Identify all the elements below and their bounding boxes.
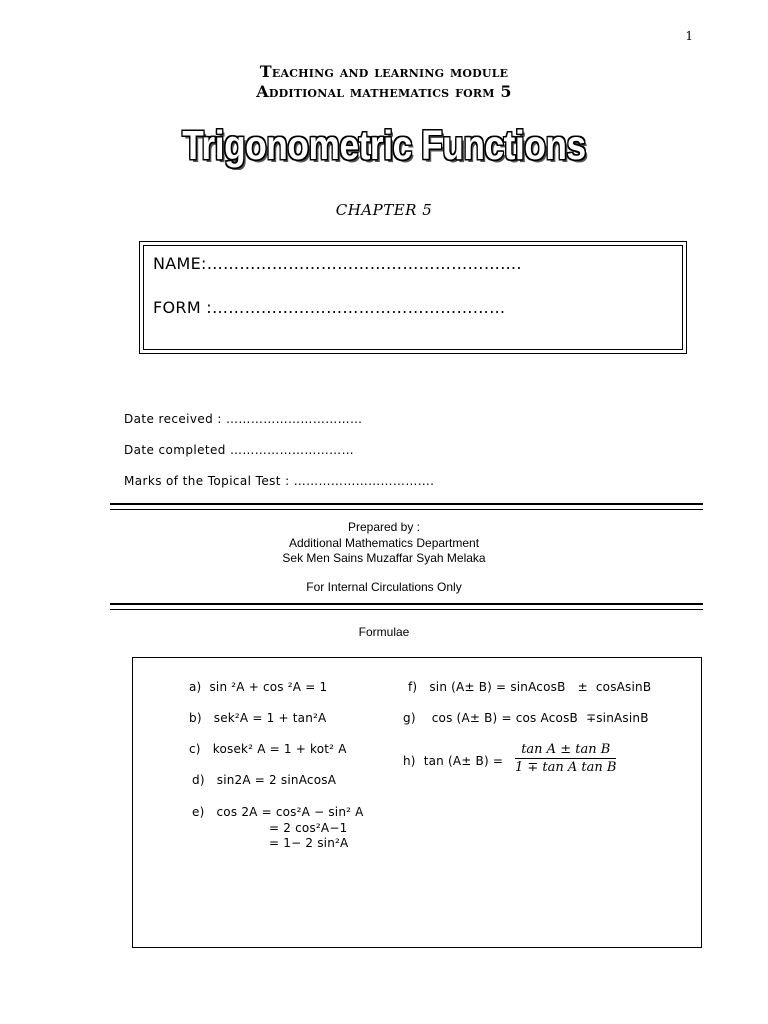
- formula-h-numerator: tan A ± tan B: [515, 742, 616, 759]
- formula-h-prefix: h) tan (A± B) =: [403, 754, 504, 768]
- marks-field[interactable]: Marks of the Topical Test : …………………………….: [124, 474, 435, 488]
- date-completed-field[interactable]: Date completed …………………………: [124, 443, 354, 457]
- divider-top-thin: [110, 509, 703, 510]
- school-name: Sek Men Sains Muzaffar Syah Melaka: [282, 551, 486, 565]
- formula-e-line3: = 1− 2 sin²A: [269, 836, 349, 850]
- formula-e-line2: = 2 cos²A−1: [269, 821, 348, 835]
- divider-bottom-thick: [110, 603, 703, 605]
- prepared-by-label: Prepared by :: [347, 520, 421, 534]
- divider-bottom-thin: [110, 609, 703, 610]
- chapter-label: CHAPTER 5: [335, 201, 433, 219]
- name-field[interactable]: NAME:………………………………………………….: [153, 254, 522, 273]
- student-info-box: [139, 241, 687, 354]
- page-number: 1: [685, 29, 693, 43]
- department-name: Additional Mathematics Department: [288, 536, 480, 550]
- circulation-note: For Internal Circulations Only: [306, 580, 462, 594]
- formulae-box: [132, 657, 702, 948]
- formula-c: c) kosek² A = 1 + kot² A: [189, 742, 347, 756]
- formula-f: f) sin (A± B) = sinAcosB ± cosAsinB: [408, 680, 652, 694]
- form-field[interactable]: FORM :………………………………………………: [153, 298, 506, 317]
- formula-a: a) sin ²A + cos ²A = 1: [189, 680, 328, 694]
- divider-top-thick: [110, 503, 703, 505]
- module-header-line1: Teaching and learning module: [259, 62, 509, 81]
- formula-d: d) sin2A = 2 sinAcosA: [192, 773, 337, 787]
- formula-h-denominator: 1 ∓ tan A tan B: [515, 760, 617, 775]
- date-received-field[interactable]: Date received : ……………………………: [124, 412, 363, 426]
- formula-b: b) sek²A = 1 + tan²A: [189, 711, 327, 725]
- formula-h-fraction: [515, 742, 616, 775]
- document-title: Trigonometric Functions: [182, 122, 586, 168]
- formulae-heading: Formulae: [358, 625, 410, 639]
- formula-e-line1: e) cos 2A = cos²A − sin² A: [192, 805, 364, 819]
- formula-g: g) cos (A± B) = cos AcosB ∓sinAsinB: [403, 711, 649, 725]
- module-header-line2: Additional mathematics form 5: [256, 82, 512, 101]
